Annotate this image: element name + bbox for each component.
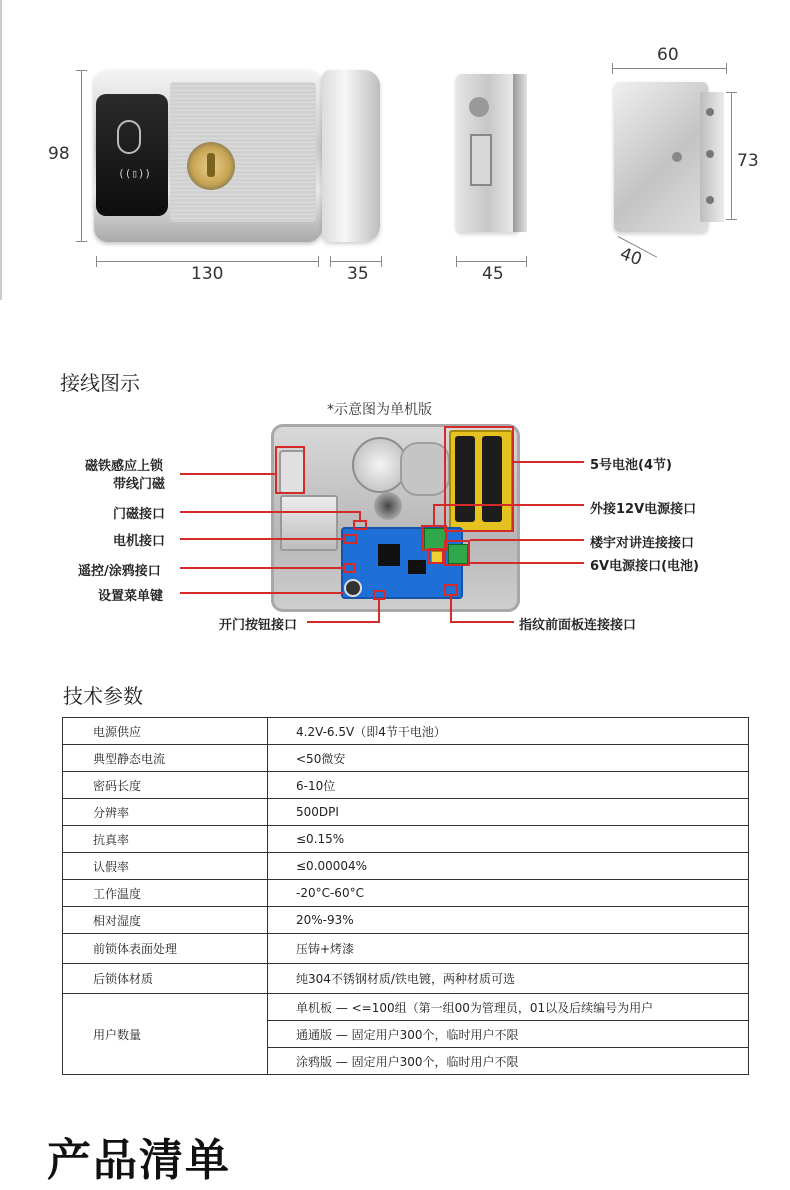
rfid-icon: ((▯)) [118,167,152,180]
table-row: 抗真率 ≤0.15% [63,826,749,853]
callout-12v-port: 外接12V电源接口 [590,502,697,517]
dim-depth-back: 40 [617,243,645,271]
callout-menu-key: 设置菜单键 [98,589,164,604]
users-key: 用户数量 [63,994,268,1075]
callout-battery: 5号电池(4节) [590,458,672,473]
callout-fingerprint-panel-port: 指纹前面板连接接口 [519,618,637,633]
table-row: 后锁体材质 纯304不锈钢材质/铁电镀，两种材质可选 [63,964,749,994]
highlight-magnet [275,446,305,494]
table-row: 前锁体表面处理 压铸+烤漆 [63,934,749,964]
fingerprint-sensor-icon [117,120,141,154]
menu-button [344,579,362,597]
callout-remote-port: 遥控/涂鸦接口 [78,564,161,579]
left-edge-line [0,0,2,300]
highlight-battery [444,426,514,532]
table-row: 典型静态电流 <50微安 [63,745,749,772]
dim-height-back: 73 [737,151,759,171]
gear-housing [400,442,450,496]
callout-magnet-lock: 磁铁感应上锁 [85,459,164,474]
callout-open-button-port: 开门按钮接口 [219,618,298,633]
pcb-chip [378,544,400,566]
table-row: 相对湿度 20%-93% [63,907,749,934]
product-list-title: 产品清单 [47,1135,231,1186]
callout-door-magnet-port: 门磁接口 [113,507,166,522]
callout-motor-port: 电机接口 [113,534,166,549]
dim-top-width-back: 60 [657,45,679,65]
spec-table [62,717,749,1075]
wiring-title: 接线图示 [60,371,140,395]
cam-wheel [374,492,402,520]
dim-width-front: 130 [191,264,224,284]
dim-width-side-plate: 35 [347,264,369,284]
callout-door-magnet-wire: 带线门磁 [113,477,166,492]
table-row: 分辨率 500DPI [63,799,749,826]
callout-6v-port: 6V电源接口(电池) [590,559,699,574]
table-row: 认假率 ≤0.00004% [63,853,749,880]
table-row: 密码长度 6-10位 [63,772,749,799]
users-value: 单机板 — <=100组（第一组00为管理员，01以及后续编号为用户 [268,994,749,1021]
lock-side-plate [322,70,380,242]
fingerprint-panel [96,94,168,216]
dim-height-front: 98 [48,144,70,164]
pcb-chip [408,560,426,574]
lock-back-view [614,82,708,232]
callout-intercom-port: 楼宇对讲连接接口 [590,536,695,551]
users-value: 通通版 — 固定用户300个，临时用户不限 [268,1021,749,1048]
dim-width-side: 45 [482,264,504,284]
side-plate-strip [513,74,527,232]
table-row: 工作温度 -20°C-60°C [63,880,749,907]
dim-line-height [81,70,82,242]
users-value: 涂鸦版 — 固定用户300个，临时用户不限 [268,1048,749,1075]
wiring-note: *示意图为单机版 [327,402,432,418]
table-row [63,994,749,1021]
latch-bolt [280,495,338,551]
table-row: 电源供应 4.2V-6.5V（即4节干电池） [63,718,749,745]
specs-title: 技术参数 [63,684,143,708]
key-slot [207,153,215,177]
side-bolt [470,134,492,186]
